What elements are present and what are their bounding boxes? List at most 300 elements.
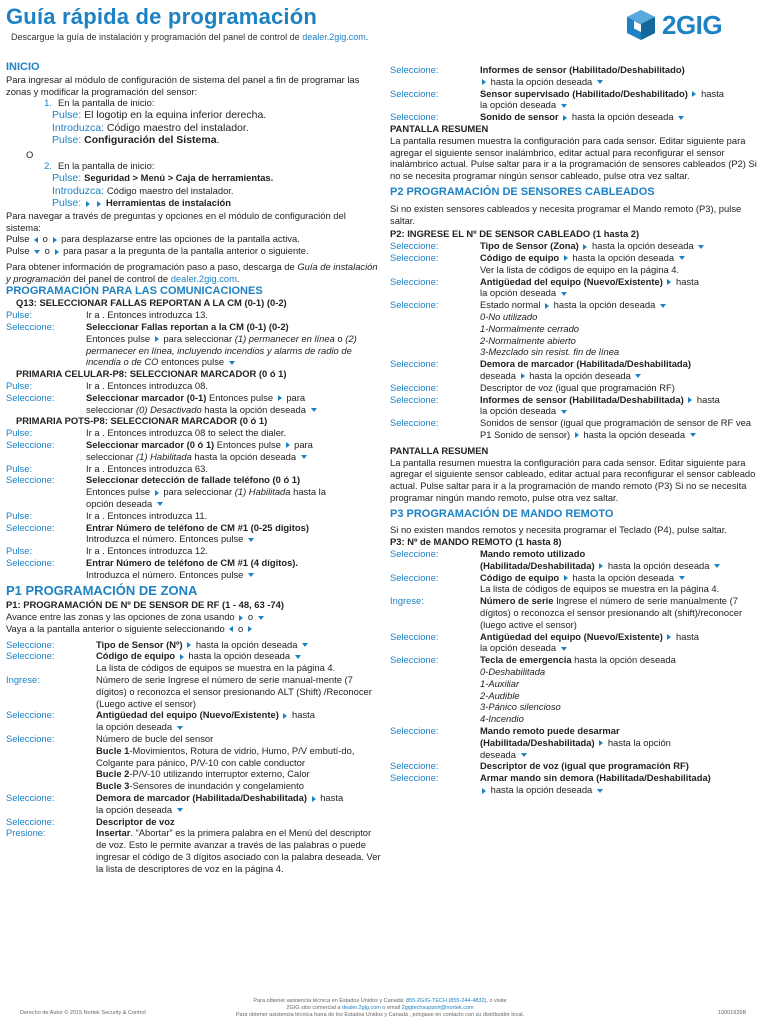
row-key: Seleccione: [6,391,55,403]
down-arrow-icon [679,576,685,580]
detail-text: opción deseada [86,497,153,509]
row-value: Demora de marcador (Habilitada/Deshabilitada) [480,358,691,370]
detail-text: hasta [676,630,699,642]
info-text: Para obtener información de programación paso a paso, descarga de [6,260,295,272]
detail-text: hasta la opción deseada [572,251,675,263]
row-value: Sonido de sensor [480,111,559,123]
row-key: Seleccione: [390,630,439,642]
row-key: Pulse: [6,462,33,474]
row-value: Informes de sensor (Habilitada/Deshabilitada) [480,393,684,405]
w-ant-row [390,276,764,300]
row-key: Seleccione: [390,548,439,560]
section-inicio: INICIO [6,61,40,73]
row-key: Seleccione: [390,654,439,666]
row-key: Seleccione: [6,556,55,568]
m-arm-row [390,772,764,796]
right-arrow-icon [564,255,568,261]
p12-sel-detail [6,569,382,581]
info-title: Guía de instalación y programación [6,260,378,284]
detail-text: hasta [676,275,699,287]
right-arrow-icon [312,796,316,802]
p11-sel-row [6,522,382,534]
row-key: Seleccione: [390,275,439,287]
row-value: Ir a . Entonces introduzca 08 to select the dialer. [86,427,287,439]
detail-text: hasta [701,87,725,99]
option-text: 0-No utilizado [480,310,538,322]
down-arrow-icon [248,538,254,542]
down-arrow-icon [302,643,308,647]
row-value: Tecla de emergencia [480,654,572,666]
or-divider: O [26,148,34,160]
row-value: Descriptor de voz (igual que programación RF) [480,760,689,772]
down-arrow-icon [597,80,603,84]
row-key: Seleccione: [390,760,439,772]
copyright: Derecho de Autor © 2015 Nortek Security & Control [20,1010,146,1016]
dealer-link[interactable]: dealer.2gig.com [170,272,237,284]
pulse-text: Herramientas de instalación [105,197,232,209]
p63-sel-detail [6,486,382,510]
row-value: Ir a . Entonces introduzca 63. [86,462,208,474]
left-column [6,60,382,875]
step-text: En la pantalla de inicio: [58,97,155,109]
support-text: 2GIG sitio comercial a [286,1005,341,1011]
detail-text: hasta la opción deseada [571,111,674,123]
support-phone[interactable]: 855-2GIG-TECH (855-244-4832) [405,998,487,1004]
bucle-text: -Movimientos, Rotura de vidrio, Humo, P/V embutí-do, Colgante para pánico, P/V-10 con cable conductor [96,744,355,768]
right-arrow-icon [482,79,486,85]
detail-text: para [294,438,313,450]
row-value: Tipo de Sensor (Nº) [96,638,183,650]
introduzca-label: Introduzca: [52,184,104,197]
support-email[interactable]: 2gigtechsupport@nortek.com [401,1005,474,1011]
row-value: Mando remoto puede desarmar [480,725,620,737]
detail-text: Entonces pulse [216,438,281,450]
right-arrow-icon [545,303,549,309]
nav-text: para pasar a la pregunta de la pantalla anterior o siguiente. [63,245,309,257]
pots-sel-detail [6,451,382,463]
right-arrow-icon [583,244,587,250]
detail-text: hasta la opción deseada [490,784,593,796]
m-cod-row [390,572,764,596]
row-value: Antigüedad del equipo (Nuevo/Existente) [480,630,663,642]
detail-text: hasta la opción deseada [553,299,656,311]
section-p3: P3 PROGRAMACIÓN DE MANDO REMOTO [390,507,614,520]
row-value: Entrar Número de teléfono de CM #1 (4 dígitos). [86,556,299,568]
support-text: Para obtener asistencia técnica fuera de los Estados Unidos y Canadá , póngase en contacto con su distribuidor local. [235,1012,525,1018]
doc-number: 10001926B [718,1010,747,1016]
row-key: Seleccione: [390,358,439,370]
detail-text: entonces pulse [161,356,225,368]
detail-option: (0) Desactivado [136,403,202,415]
introduzca-label: Introduzca: [52,121,104,134]
detail-text: para seleccionar [163,332,233,344]
p11-pulse-row [6,510,382,522]
step-2 [6,160,382,172]
r3-row [390,111,764,123]
detail-option: (2) permanecer en línea, incluyendo incendios y alarms de radio de incendia o de CO [86,332,357,368]
row-value: Descriptor de voz (igual que programación RF) [480,381,675,393]
row-key: Pulse: [6,509,33,521]
option-text: 1-Normalmente cerrado [480,322,579,334]
left-arrow-icon [229,626,233,632]
detail-text: Entonces pulse [86,486,151,498]
nav-line-1 [6,233,382,245]
z-serie-row [6,674,382,709]
row-key: Seleccione: [390,111,439,123]
row-key: Ingrese: [6,674,40,686]
detail-text: deseada [480,748,516,760]
w-tipo-row [390,240,764,252]
detail-text: Entonces pulse [208,391,274,403]
detail-text: la opción deseada [480,99,557,111]
row-key: Seleccione: [6,792,55,804]
down-arrow-icon [635,374,641,378]
step-2-detail [6,172,382,210]
p11-sel-detail [6,533,382,545]
right-arrow-icon [692,91,696,97]
row-key: Seleccione: [6,521,55,533]
p3-intro: Si no existen mandos remotos y necesita programar el Teclado (P4), pulse saltar. [390,524,727,536]
row-value: Seleccionar detección de fallade teléfono (0 ó 1) [86,474,301,486]
support-text: o email [382,1005,401,1011]
row-value: Tipo de Sensor (Zona) [480,240,579,252]
detail-text: o [337,332,343,344]
down-arrow-icon [678,116,684,120]
r1-row [390,64,764,88]
p63-pulse-row [6,463,382,475]
down-arrow-icon [660,304,666,308]
row-key: Seleccione: [6,638,55,650]
down-arrow-icon [561,647,567,651]
nav-text: Avance entre las zonas y las opciones de zona usando [6,611,235,623]
pots-sel-row [6,439,382,451]
detail-text: para seleccionar [163,486,233,498]
summary2-text: La pantalla resumen muestra la configuración para cada sensor. Editar siguiente para agregar el siguiente sensor cableado, editar actual para reconfigurar el sensor cableado actual. Pulse saltar para ir a la programación de mando remoto (P3) Si no se necesita programar ningún mando remoto, pulse otra vez saltar. [390,456,756,503]
section-comunicaciones: PROGRAMACIÓN PARA LAS COMUNICACIONES [6,284,263,297]
row-value: Antigüedad del equipo (Nuevo/Existente) [96,709,279,721]
right-arrow-icon [563,115,567,121]
detail-text: (Habilitada/Deshabilitada) [480,736,595,748]
right-arrow-icon [599,740,603,746]
subtitle-text: Descargue la guía de instalación y programación del panel de control de [11,32,300,42]
down-arrow-icon [157,502,163,506]
row-value: Demora de marcador (Habilitada/Deshabilitada) [96,792,307,804]
bucle-label: Bucle 3 [96,780,130,792]
m-ant-row [390,631,764,655]
row-key: Seleccione: [390,64,439,75]
right-arrow-icon [564,575,568,581]
detail-text: Introduzca el número. Entonces pulse [86,568,244,580]
bucle-text: -P/V-10 utilizando interruptor externo, Calor [129,768,310,780]
row-value: Código de equipo [480,571,560,583]
nav-text: para desplazarse entre las opciones de la pantalla activa. [61,233,300,245]
detail-option: (1) Habilitada [136,450,192,462]
dealer-link[interactable]: dealer.2gig.com [302,32,366,42]
support-text: Para obtener asistencia técnica en Estados Unidos y Canadá: [253,998,405,1004]
q13-pulse-row [6,309,382,321]
row-value: Ir a . Entonces introduzca 12. [86,545,208,557]
info-end: . [236,272,240,284]
summary-text: La pantalla resumen muestra la configuración para cada sensor. Editar siguiente para agregar el siguiente sensor inalámbrico, editar actual para reconfigurar el sensor inalámbrico actual. Pulse saltar para ir a la programación de sensores cableados (P2) Si no se necesita programar ningún sensor cableado, pulse otra vez saltar. [390,134,757,182]
row-key: Seleccione: [6,320,55,332]
nav-text: o [44,245,50,257]
detail-text: hasta la opción deseada [188,650,291,662]
detail-text: hasta la [293,486,326,498]
r2-row [390,88,764,112]
bucle-label: Bucle 1 [96,744,130,756]
detail-option: (1) Habilitada [234,486,291,498]
summary2-title: PANTALLA RESUMEN [390,444,489,456]
z-cod-row [6,650,382,674]
row-key: Ingrese: [390,595,424,607]
info-text: del panel de control de [73,272,169,284]
right-arrow-icon [248,626,252,632]
detail-text: Entonces pulse [86,332,151,344]
row-key: Seleccione: [390,251,439,263]
option-text: 0-Deshabilitada [480,666,546,678]
dealer-link[interactable]: dealer.2gig.com [342,1005,381,1011]
row-value: Número de serie Ingrese el número de serie manual-mente (7 dígitos) o reconozca el sensor presionando ALT (Shift) /Reconocer (Luego active el sensor) [96,674,372,709]
option-text: 4-Incendio [480,713,524,725]
step-number: 1. [44,97,52,109]
detail-text: La lista de códigos de equipos se muestra en la página 4. [96,662,336,674]
row-value: Mando remoto utilizado [480,548,586,560]
p1-nav-2 [6,623,382,635]
m-des-row [390,725,764,760]
step-number: 2. [44,160,52,172]
nav-line-2 [6,245,382,257]
z-dem-row [6,792,382,816]
p8-sel-row [6,392,382,404]
info-paragraph [6,261,382,285]
row-key: Seleccione: [6,438,55,450]
down-arrow-icon [698,245,704,249]
introduzca-text: Código maestro del instalador. [106,184,234,196]
row-key: Seleccione: [390,772,439,784]
row-value: Estado normal [480,299,541,311]
detail-text: hasta [292,709,315,721]
detail-text: hasta la opción deseada [529,369,631,381]
inicio-intro: Para ingresar al módulo de configuración de sistema del panel a fin de programar las zonas y modificar la programación del sensor: [6,73,360,97]
m-voz-row [390,760,764,772]
row-value: Sensor supervisado (Habilitado/Deshabilitado) [480,87,688,99]
detail-text: seleccionar [86,450,134,462]
down-arrow-icon [295,655,301,659]
q13-sel-detail [6,333,382,368]
right-arrow-icon [53,237,57,243]
row-key: Presione: [6,827,46,839]
down-arrow-icon [679,256,685,260]
row-value: Informes de sensor (Habilitado/Deshabilitado) [480,64,685,75]
w-voz-row [390,382,764,394]
support-text: , o visite [486,998,507,1004]
w-inf-row [390,394,764,418]
pulse-text: El logotip en la equina inferior derecha. [84,109,267,122]
w-son-row [390,417,764,441]
right-arrow-icon [278,395,282,401]
w-cod-row [390,252,764,276]
page-title: Guía rápida de programación [6,4,318,29]
down-arrow-icon [561,104,567,108]
nav-instructions: Para navegar a través de preguntas y opciones en el módulo de configuración del sistema: [6,209,346,233]
right-arrow-icon [286,442,290,448]
down-arrow-icon [177,808,183,812]
section-p1: P1 PROGRAMACIÓN DE ZONA [6,583,198,599]
pulse-label: Pulse: [52,134,82,147]
right-arrow-icon [667,634,671,640]
p1-subtitle: P1: PROGRAMACIÓN DE Nº DE SENSOR DE RF (1 - 48, 63 -74) [6,599,284,611]
row-key: Seleccione: [390,87,439,99]
detail-text: la opción deseada [96,803,173,815]
detail-text: hasta [320,792,344,804]
row-key: Seleccione: [390,299,439,311]
option-text: 2-Audible [480,689,520,701]
row-key: Seleccione: [390,240,439,252]
down-arrow-icon [561,292,567,296]
p1-nav-1 [6,611,382,623]
right-arrow-icon [97,201,101,207]
row-key: Pulse: [6,309,33,321]
nav-text: o [247,611,254,623]
row-value: Código de equipo [480,251,560,263]
detail-text: hasta la opción deseada [572,571,675,583]
detail-text: seleccionar [86,403,134,415]
p3-subtitle: P3: Nº de MANDO REMOTO (1 hasta 8) [390,536,562,548]
logo-text: 2GIG [662,10,723,40]
row-value: Seleccionar marcador (0-1) [86,391,207,403]
left-arrow-icon [34,237,38,243]
cube-icon [624,8,658,42]
page-subtitle [11,32,368,42]
section-p2: P2 PROGRAMACIÓN DE SENSORES CABLEADOS [390,185,655,198]
down-arrow-icon [177,726,183,730]
right-arrow-icon [55,249,59,255]
detail-text: la opción deseada [480,642,557,654]
down-arrow-icon [248,573,254,577]
p8-sel-detail [6,404,382,416]
down-arrow-icon [301,455,307,459]
detail-option: (1) permanecer en línea [234,332,335,344]
detail-text: hasta la opción deseada [583,428,686,440]
nav-text: o [237,622,244,634]
row-value: Ir a . Entonces introduzca 11. [86,509,208,521]
m-tec-row [390,654,764,725]
z-voz-row [6,816,382,828]
detail-text: (Habilitada/Deshabilitada) [480,559,595,571]
right-arrow-icon [187,642,191,648]
detail-text: la opción deseada [480,287,557,299]
detail-text: hasta la opción deseada [607,559,710,571]
q13-sel-row [6,321,382,333]
z-bucle-row [6,733,382,792]
down-arrow-icon [311,408,317,412]
brand-logo [624,8,764,42]
p8-title: PRIMARIA CELULAR-P8: SELECCIONAR MARCADOR (0 ó 1) [16,368,287,380]
bucle-text: -Sensores de inundación y congelamiento [129,780,304,792]
m-serie-row [390,595,764,630]
option-text: 3-Mezclado sin resist. fin de línea [480,346,620,358]
right-arrow-icon [599,563,603,569]
row-key: Seleccione: [390,725,439,737]
detail-text: Introduzca el número. Entonces pulse [86,533,244,545]
detail-text: hasta [696,393,720,405]
p12-sel-row [6,557,382,569]
detail-text: para [286,391,306,403]
row-key: Pulse: [6,545,33,557]
q13-title: Q13: SELECCIONAR FALLAS REPORTAN A LA CM (0-1) (0-2) [16,297,287,309]
row-value: Descriptor de voz [96,815,175,827]
pulse-label: Pulse: [52,197,82,210]
detail-text: La lista de códigos de equipos se muestra en la página 4. [480,583,720,595]
row-key: Seleccione: [390,393,439,405]
down-arrow-icon [229,361,235,365]
option-text: 1-Auxiliar [480,677,520,689]
right-column [390,64,764,796]
detail-text: hasta la opción deseada [194,450,297,462]
down-arrow-icon [521,753,527,757]
step-text: En la pantalla de inicio: [58,160,155,172]
row-value: Número de serie [480,595,554,607]
row-value: Código de equipo [96,650,176,662]
right-arrow-icon [521,373,525,379]
p2-subtitle: P2: INGRESE EL Nº DE SENSOR CABLEADO (1 hasta 2) [390,228,640,240]
pots-title: PRIMARIA POTS-P8: SELECCIONAR MARCADOR (0 ó 1) [16,415,268,427]
row-key: Seleccione: [6,650,55,662]
detail-text: hasta la opción [607,736,671,748]
right-arrow-icon [155,336,159,342]
z-tipo-row [6,639,382,651]
pulse-text: Configuración del Sistema [84,134,217,147]
p12-pulse-row [6,545,382,557]
nav-text: Pulse [6,245,30,257]
option-text: 3-Pánico silencioso [480,701,561,713]
detail-text: hasta la opción deseada [490,75,593,87]
detail-text: hasta la opción deseada [574,654,676,666]
right-arrow-icon [482,788,486,794]
p63-sel-row [6,474,382,486]
row-key: Seleccione: [6,733,55,745]
row-key: Pulse: [6,379,33,391]
summary-title: PANTALLA RESUMEN [390,122,489,134]
pulse-label: Pulse: [52,109,82,122]
down-arrow-icon [690,433,696,437]
row-value: Ir a . Entonces introduzca 13. [86,309,208,321]
row-key: Seleccione: [390,571,439,583]
p2-intro: Si no existen sensores cableados y necesita programar el Mando remoto (P3), pulse saltar. [390,202,742,226]
row-value: Número de bucle del sensor [96,733,214,745]
down-arrow-icon [714,564,720,568]
down-arrow-icon [561,410,567,414]
right-arrow-icon [688,397,692,403]
down-arrow-icon [34,250,40,254]
pots-pulse-row [6,427,382,439]
right-arrow-icon [180,654,184,660]
row-value: Seleccionar marcador (0 ó 1) [86,438,215,450]
right-arrow-icon [667,279,671,285]
down-arrow-icon [597,789,603,793]
detail-text: Ingrese el número de serie manualmente (7 dígitos) o reconozca el sensor presionando alt (shift)/reconocer (luego active el sensor) [480,595,743,630]
down-arrow-icon [258,616,264,620]
subtitle-end: . [365,32,369,42]
row-value: Entrar Número de teléfono de CM #1 (0-25 digitos) [86,521,309,533]
w-est-row [390,299,764,358]
row-key: Pulse: [6,427,33,439]
option-text: 2-Normalmente abierto [480,334,576,346]
z-ins-row [6,827,382,874]
nav-text: Pulse [6,233,30,245]
row-value: Seleccionar Fallas reportan a la CM (0-1) (0-2) [86,320,289,332]
right-arrow-icon [155,490,159,496]
